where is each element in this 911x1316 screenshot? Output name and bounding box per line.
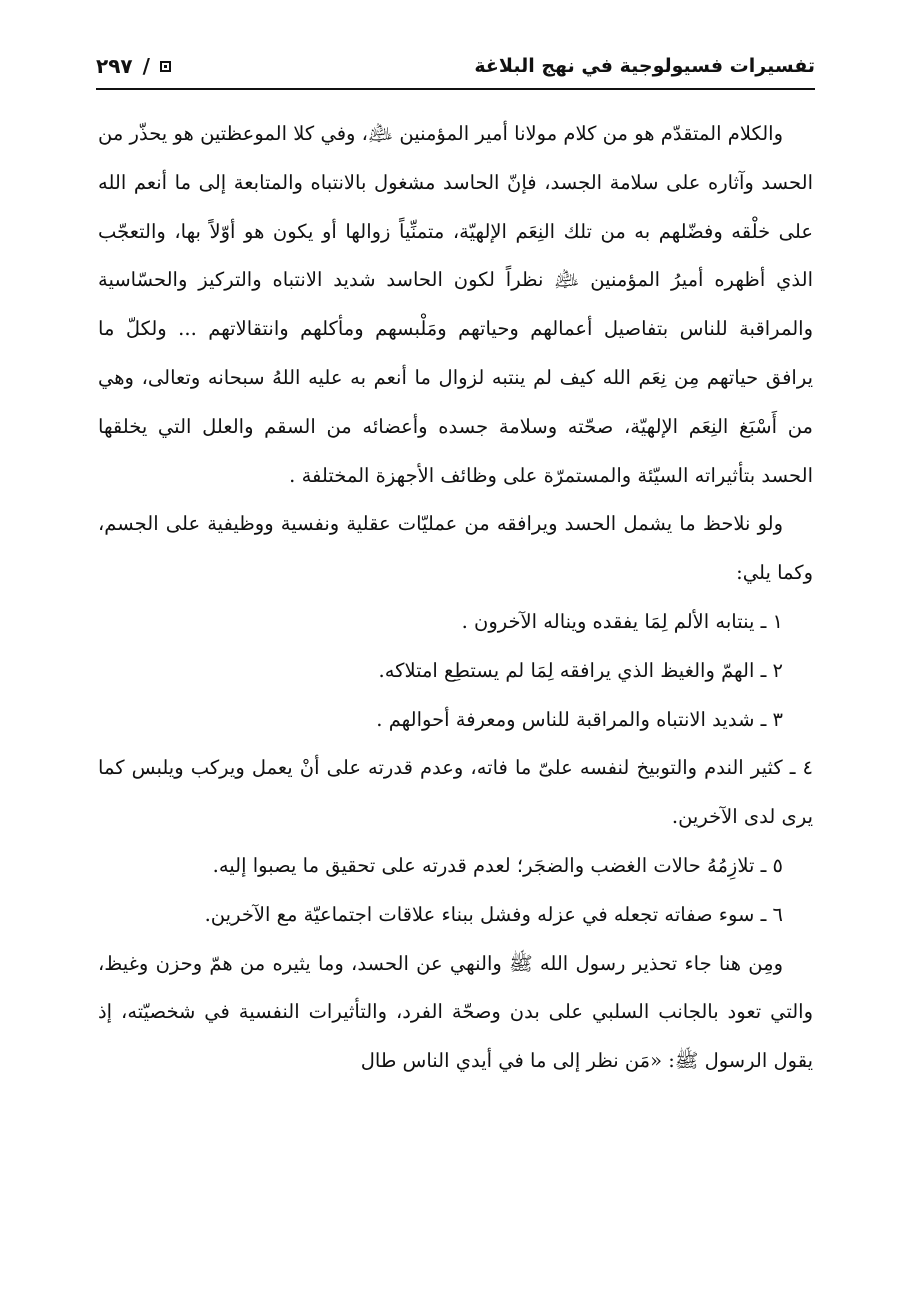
page-number: ٢٩٧ — [96, 54, 133, 78]
list-item-4: ٤ ـ كثير الندم والتوبيخ لنفسه علىّ ما فاته، وعدم قدرته على أنْ يعمل ويركب ويلبس كما يرى لدى الآخرين. — [98, 756, 813, 829]
list-item-3: ٣ ـ شديد الانتباه والمراقبة للناس ومعرفة أحوالهم . — [376, 707, 783, 731]
boxed-square-icon — [160, 61, 171, 72]
page-number-group — [96, 54, 171, 78]
list-item-6: ٦ ـ سوء صفاته تجعله في عزله وفشل ببناء علاقات اجتماعيّة مع الآخرين. — [204, 902, 783, 926]
book-title: تفسيرات فسيولوجية في نهج البلاغة — [474, 55, 815, 77]
paragraph-1: والكلام المتقدّم هو من كلام مولانا أمير المؤمنين ﵇، وفي كلا الموعظتين هو يحذّر من الحسد وآثاره على سلامة الجسد، فإنّ الحاسد مشغول بالانتباه والمتابعة إلى ما أنعم الله على خلْقه وفضّلهم به من تلك النِعَم الإلهيّة، متمنِّياً زوالها أو يكون هو أوّلاً بها، والتعجّب الذي أظهره أميرُ المؤمنين ﵇ نظراً لكون الحاسد شديد الانتباه والتركيز والحسّاسية والمراقبة للناس بتفاصيل أعمالهم وحياتهم ومَلْبسهم ومأكلهم وانتقالاتهم ... ولكلّ ما يرافق حياتهم مِن نِعَم الله كيف لم ينتبه لزوال ما أنعم به عليه اللهُ سبحانه وتعالى، وهي من أَسْبَغ النِعَم الإلهيّة، صحّته وسلامة جسده وأعضائه من السقم والعلل التي يخلقها الحسد بتأثيراته السيّئة والمستمرّة على وظائف الأجهزة المختلفة . — [98, 122, 813, 487]
paragraph-2: ولو نلاحظ ما يشمل الحسد ويرافقه من عمليّات عقلية ونفسية ووظيفية على الجسم، وكما يلي: — [98, 512, 813, 585]
list-item-2: ٢ ـ الهمّ والغيظ الذي يرافقه لِمَا لم يستطِع امتلاكه. — [378, 658, 783, 682]
list-item-1: ١ ـ ينتابه الألم لِمَا يفقده ويناله الآخرون . — [461, 609, 783, 633]
body-text — [98, 110, 813, 1086]
list-item-5: ٥ ـ تلازِمُهُ حالات الغضب والضجَر؛ لعدم قدرته على تحقيق ما يصبوا إليه. — [212, 853, 783, 877]
page-separator: / — [142, 54, 150, 78]
running-header — [96, 44, 815, 90]
closing-paragraph: ومِن هنا جاء تحذير رسول الله ﷺ والنهي عن الحسد، وما يثيره من همّ وحزن وغيظ، والتي تعود بالجانب السلبي على بدن وصحّة الفرد، والتأثيرات النفسية في شخصيّته، إذ يقول الرسول ﷺ: «مَن نظر إلى ما في أيدي الناس طال — [98, 951, 813, 1073]
